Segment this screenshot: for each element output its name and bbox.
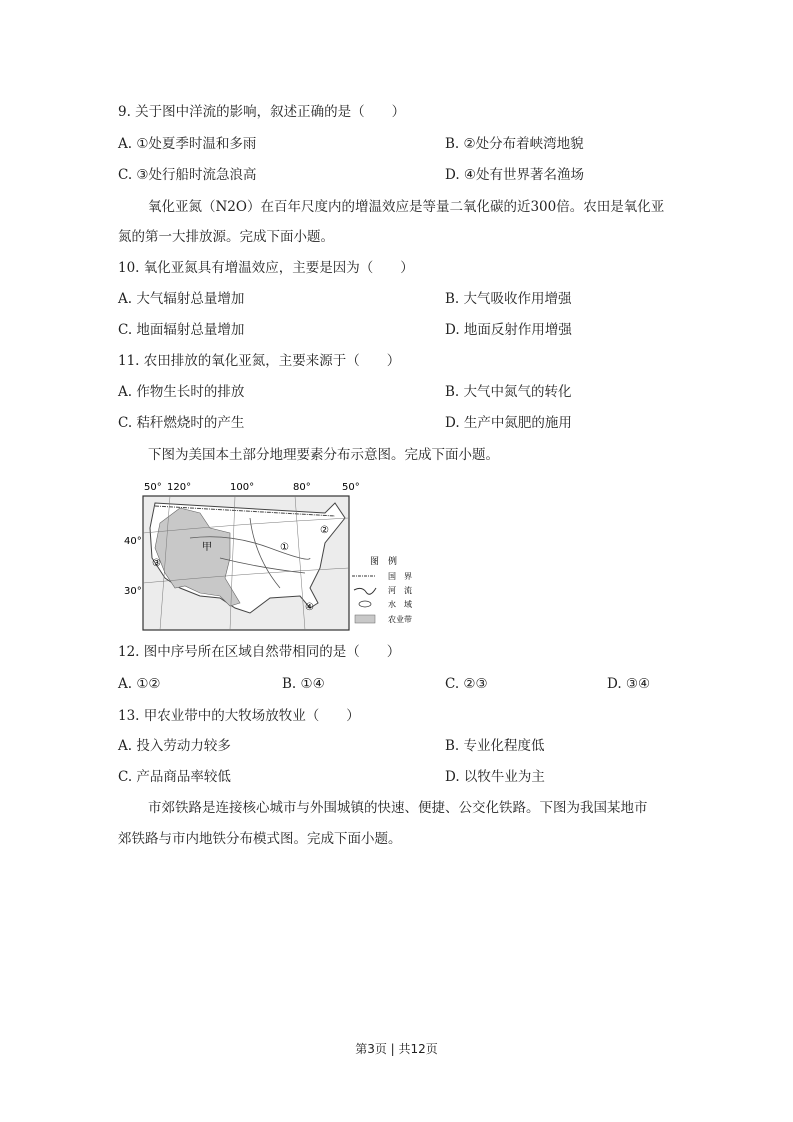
intro1-line1: 氧化亚氮（N2O）在百年尺度内的增温效应是等量二氧化碳的近300倍。农田是氧化亚 <box>148 199 665 215</box>
q9-option-a: A. ①处夏季时温和多雨 <box>118 136 257 152</box>
lon-label: 50° <box>342 482 360 493</box>
page-footer: 第3页 | 共12页 <box>355 1042 438 1056</box>
lat-label: 40° <box>124 536 142 547</box>
legend-river: 河 流 <box>388 586 412 595</box>
q12-option-b: B. ①④ <box>282 676 325 692</box>
marker-2: ② <box>320 525 329 536</box>
q10-option-c: C. 地面辐射总量增加 <box>118 322 245 338</box>
q13-option-a: A. 投入劳动力较多 <box>118 738 231 754</box>
lon-label: 80° <box>293 482 311 493</box>
label-jia: 甲 <box>202 542 212 553</box>
intro2: 下图为美国本土部分地理要素分布示意图。完成下面小题。 <box>148 447 499 463</box>
q11-stem: 11. 农田排放的氧化亚氮，主要来源于（ ） <box>118 353 401 369</box>
marker-4: ④ <box>305 602 314 613</box>
usa-map <box>124 478 430 633</box>
q11-option-d: D. 生产中氮肥的施用 <box>445 415 572 431</box>
map-legend <box>352 555 412 624</box>
legend-agri: 农业带 <box>388 615 412 624</box>
q11-option-a: A. 作物生长时的排放 <box>118 384 245 400</box>
intro3-line2: 郊铁路与市内地铁分布模式图。完成下面小题。 <box>118 831 402 847</box>
legend-title: 图 例 <box>370 557 398 567</box>
q12-option-c: C. ②③ <box>445 676 488 692</box>
q9-stem: 9. 关于图中洋流的影响，叙述正确的是（ ） <box>118 104 406 120</box>
intro1-line2: 氮的第一大排放源。完成下面小题。 <box>118 229 334 245</box>
legend-water: 水 域 <box>388 600 412 609</box>
q11-option-b: B. 大气中氮气的转化 <box>445 384 572 400</box>
q10-option-a: A. 大气辐射总量增加 <box>118 291 245 307</box>
lon-label: 100° <box>230 482 255 493</box>
q10-option-b: B. 大气吸收作用增强 <box>445 291 572 307</box>
q13-option-b: B. 专业化程度低 <box>445 738 545 754</box>
q10-option-d: D. 地面反射作用增强 <box>445 322 572 338</box>
marker-3: ③ <box>152 558 161 569</box>
q13-option-d: D. 以牧牛业为主 <box>445 769 545 785</box>
q13-stem: 13. 甲农业带中的大牧场放牧业（ ） <box>118 708 360 724</box>
legend-border: 国 界 <box>388 572 412 581</box>
q12-stem: 12. 图中序号所在区域自然带相同的是（ ） <box>118 644 401 660</box>
q12-option-d: D. ③④ <box>607 676 651 692</box>
marker-1: ① <box>280 542 289 553</box>
q9-option-d: D. ④处有世界著名渔场 <box>445 167 585 183</box>
q10-stem: 10. 氧化亚氮具有增温效应，主要是因为（ ） <box>118 260 414 276</box>
intro3-line1: 市郊铁路是连接核心城市与外围城镇的快速、便捷、公交化铁路。下图为我国某地市 <box>148 800 648 816</box>
q13-option-c: C. 产品商品率较低 <box>118 769 231 785</box>
lat-label: 30° <box>124 586 142 597</box>
lon-label: 120° <box>167 482 192 493</box>
q12-option-a: A. ①② <box>118 676 161 692</box>
q9-option-c: C. ③处行船时流急浪高 <box>118 167 257 183</box>
q11-option-c: C. 秸秆燃烧时的产生 <box>118 415 245 431</box>
q9-option-b: B. ②处分布着峡湾地貌 <box>445 136 584 152</box>
lon-label: 50° <box>144 482 162 493</box>
